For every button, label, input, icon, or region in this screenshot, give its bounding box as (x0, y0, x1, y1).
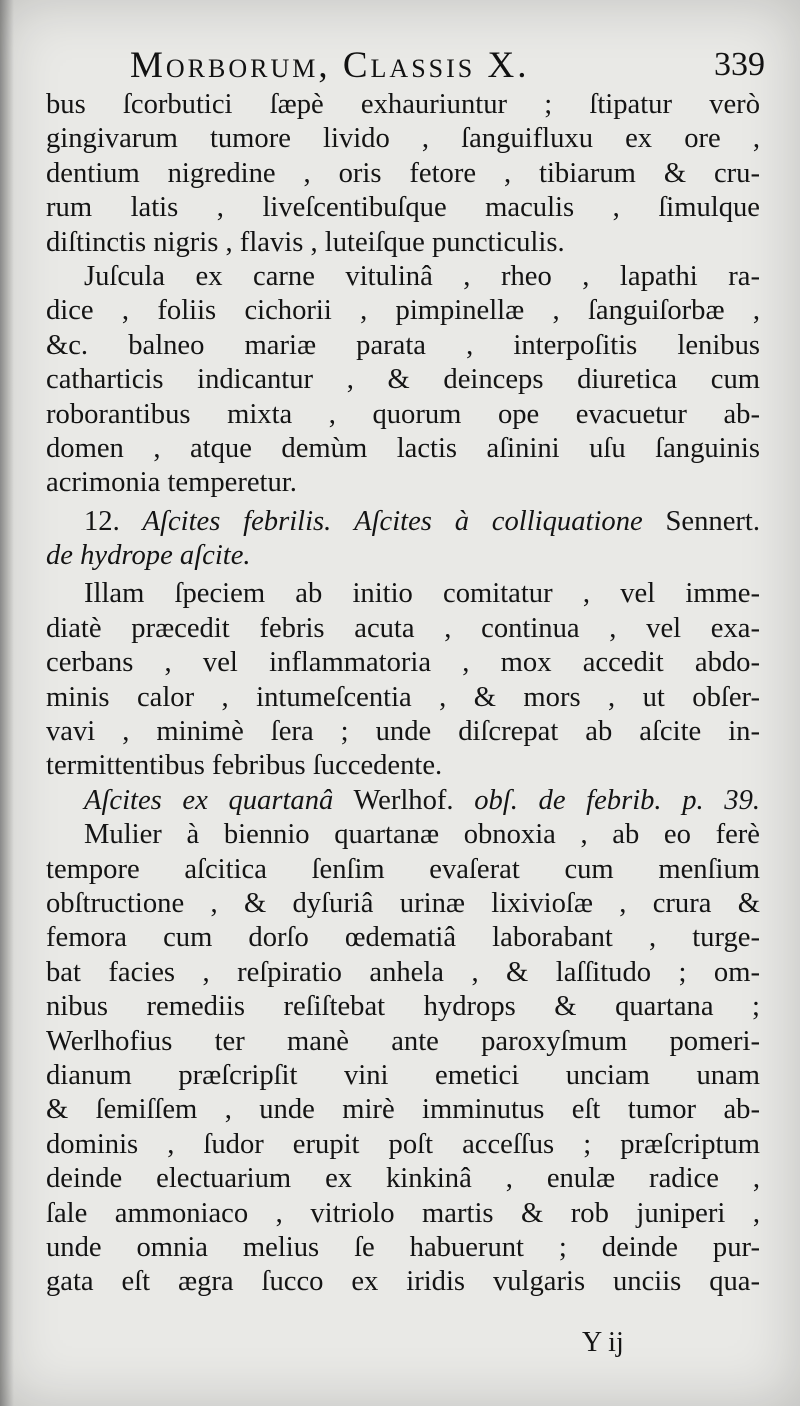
catchword: Y ij (582, 1327, 624, 1358)
body-text (46, 88, 760, 1300)
text-line: tempore aſcitica ſenſim evaſerat cum menſium (46, 853, 760, 885)
text-line: Mulier à biennio quartanæ obnoxia , ab eo ferè (84, 819, 760, 851)
case-heading (46, 784, 760, 818)
text-line: diſtinctis nigris , flavis , luteiſque puncticulis. (46, 226, 565, 258)
text-line: &c. balneo mariæ parata , interpoſitis lenibus (46, 329, 760, 361)
text-line: nibus remediis reſiſtebat hydrops & quartana ; (46, 991, 760, 1023)
section-title: Aſcites febrilis. (142, 505, 332, 537)
text-line: Werlhofius ter manè ante paroxyſmum pomeri- (46, 1025, 760, 1057)
text-line: gingivarum tumore livido , ſanguifluxu ex ore , (46, 123, 760, 155)
case-ref: obſ. de febrib. p. 39. (474, 784, 760, 816)
section-author: Sennert. (665, 505, 760, 537)
section-number: 12. (84, 505, 120, 537)
text-line: deinde electuarium ex kinkinâ , enulæ radice , (46, 1163, 760, 1195)
page-header (130, 40, 765, 92)
text-line: cerbans , vel inflammatoria , mox accedit abdo- (46, 647, 760, 679)
text-line: vavi , minimè ſera ; unde diſcrepat ab aſcite in- (46, 716, 760, 748)
text-line: acrimonia temperetur. (46, 467, 297, 499)
text-line: termittentibus febribus ſuccedente. (46, 750, 443, 782)
text-line: dianum præſcripſit vini emetici unciam unam (46, 1059, 760, 1091)
text-line: femora cum dorſo œdematiâ laborabant , turge- (46, 922, 760, 954)
text-line: minis calor , intumeſcentia , & mors , ut obſer- (46, 681, 760, 713)
text-line: Illam ſpeciem ab initio comitatur , vel imme- (84, 578, 760, 610)
text-line: & ſemiſſem , unde mirè imminutus eſt tumor ab- (46, 1094, 760, 1126)
text-line: catharticis indicantur , & deinceps diuretica cum (46, 364, 760, 396)
text-line: dice , foliis cichorii , pimpinellæ , ſanguiſorbæ , (46, 295, 760, 327)
text-line: gata eſt ægra ſucco ex iridis vulgaris unciis qua- (46, 1266, 760, 1298)
text-line: roborantibus mixta , quorum ope evacuetur ab- (46, 398, 760, 430)
text-line: domen , atque demùm lactis aſinini uſu ſanguinis (46, 432, 760, 464)
text-line: Juſcula ex carne vitulinâ , rheo , lapathi ra- (84, 260, 760, 292)
case-title: Aſcites ex quartanâ (84, 784, 334, 816)
text-line: ſale ammoniaco , vitriolo martis & rob juniperi , (46, 1197, 760, 1229)
text-line: rum latis , liveſcentibuſque maculis , ſimulque (46, 192, 760, 224)
section-synonym: Aſcites à colliquatione (354, 505, 643, 537)
section-heading (46, 505, 760, 539)
text-line: dominis , ſudor erupit poſt acceſſus ; præſcriptum (46, 1128, 760, 1160)
section-heading-cont (46, 539, 760, 573)
text-line: unde omnia melius ſe habuerunt ; deinde pur- (46, 1231, 760, 1263)
text-line: dentium nigredine , oris fetore , tibiarum & cru- (46, 157, 760, 189)
section-work: de hydrope aſcite. (46, 540, 251, 572)
running-title: Morborum, Classis X. (130, 45, 530, 86)
text-line: bat facies , reſpiratio anhela , & laſſitudo ; om- (46, 956, 760, 988)
text-line: obſtructione , & dyſuriâ urinæ lixivioſæ , crura & (46, 887, 760, 919)
case-author: Werlhof. (353, 784, 454, 816)
text-line: bus ſcorbutici ſæpè exhauriuntur ; ſtipatur verò (46, 89, 760, 120)
page-number: 339 (714, 46, 765, 83)
text-line: diatè præcedit febris acuta , continua , vel exa- (46, 612, 760, 644)
